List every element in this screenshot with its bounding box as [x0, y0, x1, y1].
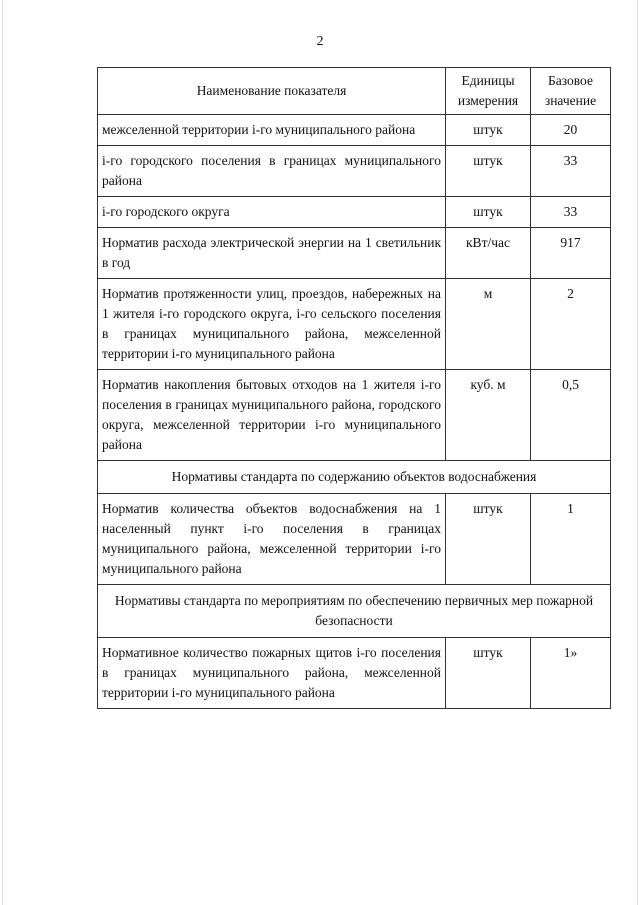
section-title: Нормативы стандарта по содержанию объектов водоснабжения	[98, 461, 611, 494]
indicator-value: 917	[531, 228, 611, 279]
indicator-unit: штук	[446, 197, 531, 228]
indicator-unit: штук	[446, 638, 531, 709]
indicator-value: 2	[531, 279, 611, 370]
indicator-name: Норматив количества объектов водоснабжения на 1 населенный пункт i-го поселения в границах муниципального района, межселенной территории i-го муниципального района	[98, 494, 446, 585]
indicator-value: 33	[531, 146, 611, 197]
table-row	[98, 638, 611, 709]
header-unit: Единицы измерения	[446, 68, 531, 115]
scan-edge-left	[2, 0, 3, 905]
page-number: 2	[316, 34, 324, 49]
indicator-name: i-го городского округа	[98, 197, 446, 228]
indicator-value: 20	[531, 115, 611, 146]
indicator-name: Норматив протяженности улиц, проездов, набережных на 1 жителя i-го городского округа, i-го сельского поселения в границах муниципального района, межселенной территории i-го муниципального района	[98, 279, 446, 370]
table-row	[98, 494, 611, 585]
indicator-unit: штук	[446, 115, 531, 146]
indicator-unit: кВт/час	[446, 228, 531, 279]
indicator-unit: м	[446, 279, 531, 370]
header-name: Наименование показателя	[98, 68, 446, 115]
indicator-unit: штук	[446, 494, 531, 585]
indicator-name: Нормативное количество пожарных щитов i-го поселения в границах муниципального района, межселенной территории i-го муниципального района	[98, 638, 446, 709]
indicators-table	[97, 67, 611, 709]
indicator-value: 1»	[531, 638, 611, 709]
indicator-unit: куб. м	[446, 370, 531, 461]
table-row	[98, 146, 611, 197]
indicator-value: 0,5	[531, 370, 611, 461]
indicator-name: i-го городского поселения в границах муниципального района	[98, 146, 446, 197]
indicator-value: 1	[531, 494, 611, 585]
indicator-name: Норматив расхода электрической энергии на 1 светильник в год	[98, 228, 446, 279]
indicator-value: 33	[531, 197, 611, 228]
section-title: Нормативы стандарта по мероприятиям по обеспечению первичных мер пожарной безопасности	[98, 585, 611, 638]
indicator-name: Норматив накопления бытовых отходов на 1 жителя i-го поселения в границах муниципального района, городского округа, межселенной территории i-го муниципального района	[98, 370, 446, 461]
indicator-unit: штук	[446, 146, 531, 197]
table-row	[98, 115, 611, 146]
table-header-row	[98, 68, 611, 115]
section-row	[98, 461, 611, 494]
header-base-value: Базовое значение	[531, 68, 611, 115]
indicator-name: межселенной территории i-го муниципального района	[98, 115, 446, 146]
section-row	[98, 585, 611, 638]
table-row	[98, 197, 611, 228]
table-row	[98, 370, 611, 461]
table-row	[98, 228, 611, 279]
table-row	[98, 279, 611, 370]
scan-edge-right	[637, 0, 638, 905]
